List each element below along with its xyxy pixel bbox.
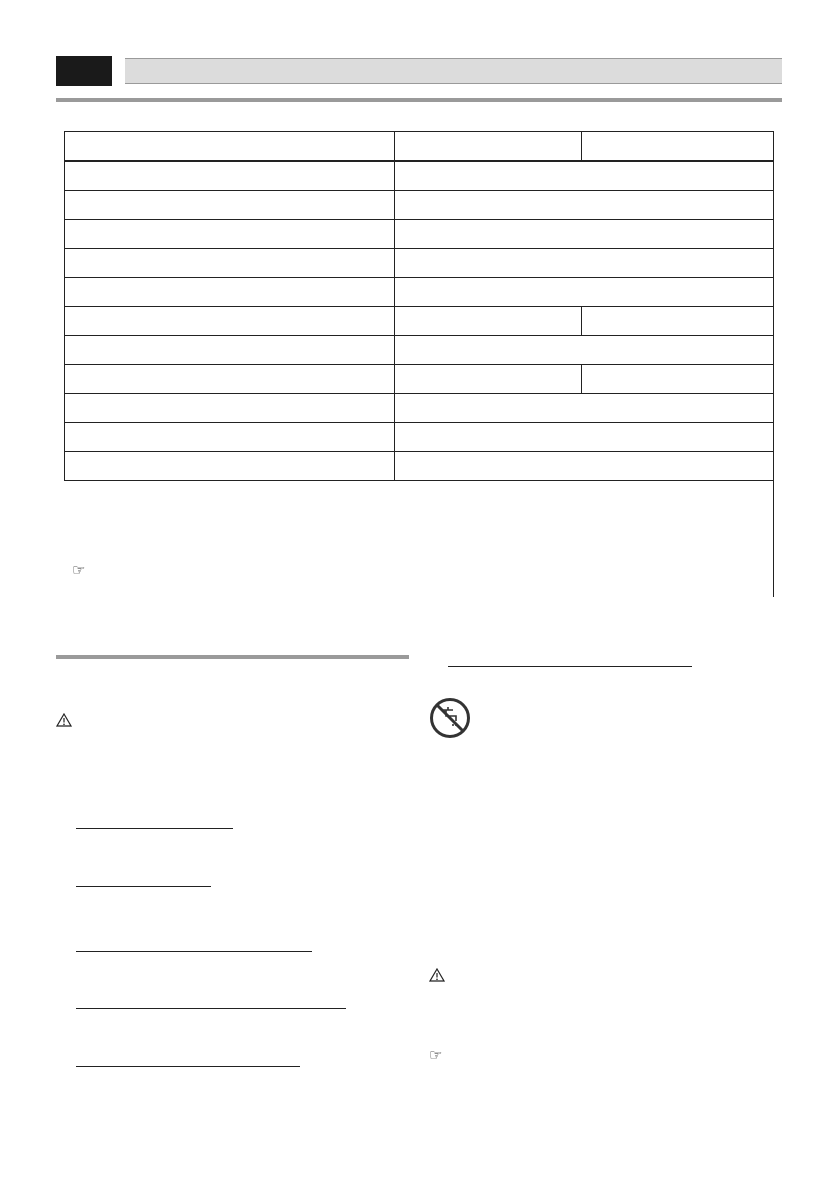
table-row <box>64 162 774 191</box>
table-cell <box>394 394 774 422</box>
table-cell <box>394 132 581 160</box>
no-water-tap-icon <box>429 697 471 739</box>
table-cell <box>64 191 394 219</box>
table-cell <box>394 220 774 248</box>
table-cell <box>581 365 774 393</box>
table-cell <box>394 452 774 480</box>
table-cell <box>64 249 394 277</box>
margin-rule <box>773 160 774 597</box>
table-cell <box>64 336 394 364</box>
header-divider <box>56 98 782 102</box>
warning-triangle-icon <box>56 713 72 727</box>
table-header-row <box>64 131 774 162</box>
pointing-hand-icon: ☞ <box>72 562 86 579</box>
table-cell <box>64 307 394 335</box>
table-cell <box>394 278 774 306</box>
table-cell <box>64 452 394 480</box>
pointing-hand-icon: ☞ <box>429 1047 443 1064</box>
table-cell <box>64 162 394 190</box>
link-underline <box>76 951 312 952</box>
table-cell <box>64 394 394 422</box>
table-cell <box>394 336 774 364</box>
table-cell <box>394 423 774 451</box>
table-cell <box>394 191 774 219</box>
table-row <box>64 452 774 481</box>
heading-underline <box>448 666 692 667</box>
section-tab <box>56 56 112 86</box>
table-row <box>64 307 774 336</box>
table-row <box>64 394 774 423</box>
link-underline <box>76 1066 300 1067</box>
table-cell <box>394 162 774 190</box>
table-cell <box>64 423 394 451</box>
left-section-divider <box>56 655 409 659</box>
link-underline <box>76 1008 346 1009</box>
table-row <box>64 336 774 365</box>
table-cell <box>394 365 581 393</box>
table-row <box>64 249 774 278</box>
table-cell <box>581 132 774 160</box>
table-row <box>64 220 774 249</box>
table-cell <box>64 220 394 248</box>
table-cell <box>394 249 774 277</box>
section-title-band <box>125 58 782 84</box>
table-cell <box>64 278 394 306</box>
table-cell <box>394 307 581 335</box>
table-row <box>64 191 774 220</box>
table-row <box>64 278 774 307</box>
link-underline <box>76 828 233 829</box>
link-underline <box>76 886 211 887</box>
table-row <box>64 423 774 452</box>
table-cell <box>64 132 394 160</box>
warning-triangle-icon <box>429 968 445 982</box>
table-row <box>64 365 774 394</box>
table-cell <box>581 307 774 335</box>
table-cell <box>64 365 394 393</box>
